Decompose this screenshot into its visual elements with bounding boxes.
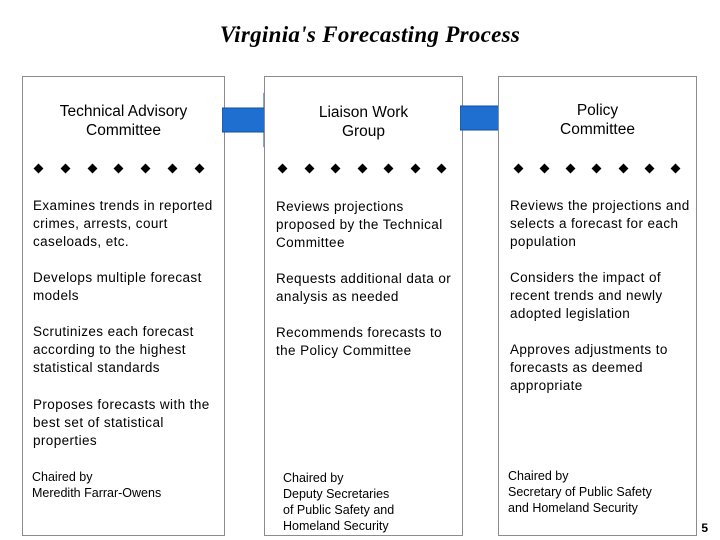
diamond-icon (357, 164, 367, 174)
diamond-icon (331, 164, 341, 174)
liaison-work-group-box (264, 76, 463, 536)
diamond-icon (618, 164, 628, 174)
chair-note: Chaired by Secretary of Public Safety and Homeland Security (508, 469, 652, 515)
list-item: Examines trends in reported crimes, arrests, court caseloads, etc. (33, 198, 213, 249)
technical-advisory-committee-box (22, 76, 225, 536)
diamond-icon (168, 164, 178, 174)
bullet-divider (515, 165, 679, 172)
liaison-work-group-heading: Liaison Work Group (318, 104, 409, 140)
diamond-icon (514, 164, 524, 174)
diamond-icon (644, 164, 654, 174)
diamond-icon (304, 164, 314, 174)
diamond-icon (114, 164, 124, 174)
diamond-icon (410, 164, 420, 174)
list-item: Recommends forecasts to the Policy Committee (276, 325, 443, 358)
list-item: Reviews projections proposed by the Technical Committee (276, 199, 443, 250)
technical-advisory-committee-heading: Technical Advisory Committee (59, 103, 188, 139)
page-title: Virginia's Forecasting Process (219, 22, 521, 47)
list-item: Scrutinizes each forecast according to the highest statistical standards (33, 324, 194, 375)
list-item: Proposes forecasts with the best set of statistical properties (33, 397, 210, 448)
chair-note: Chaired by Deputy Secretaries of Public Safety and Homeland Security (283, 471, 395, 533)
chair-note: Chaired by Meredith Farrar-Owens (32, 470, 162, 500)
diamond-icon (60, 164, 70, 174)
bullet-divider (35, 165, 203, 172)
diamond-icon (87, 164, 97, 174)
bullet-divider (279, 165, 445, 172)
diamond-icon (141, 164, 151, 174)
list-item: Considers the impact of recent trends and newly adopted legislation (510, 270, 663, 321)
diamond-icon (540, 164, 550, 174)
diamond-icon (670, 164, 680, 174)
list-item: Requests additional data or analysis as needed (276, 271, 452, 304)
diamond-icon (566, 164, 576, 174)
diamond-icon (195, 164, 205, 174)
page-number: 5 (701, 521, 708, 535)
diamond-icon (34, 164, 44, 174)
diamond-icon (592, 164, 602, 174)
diamond-icon (384, 164, 394, 174)
list-item: Approves adjustments to forecasts as deemed appropriate (510, 342, 668, 393)
policy-committee-heading: Policy Committee (560, 102, 635, 138)
list-item: Develops multiple forecast models (33, 270, 202, 303)
diamond-icon (437, 164, 447, 174)
diamond-icon (278, 164, 288, 174)
list-item: Reviews the projections and selects a forecast for each population (510, 198, 690, 249)
